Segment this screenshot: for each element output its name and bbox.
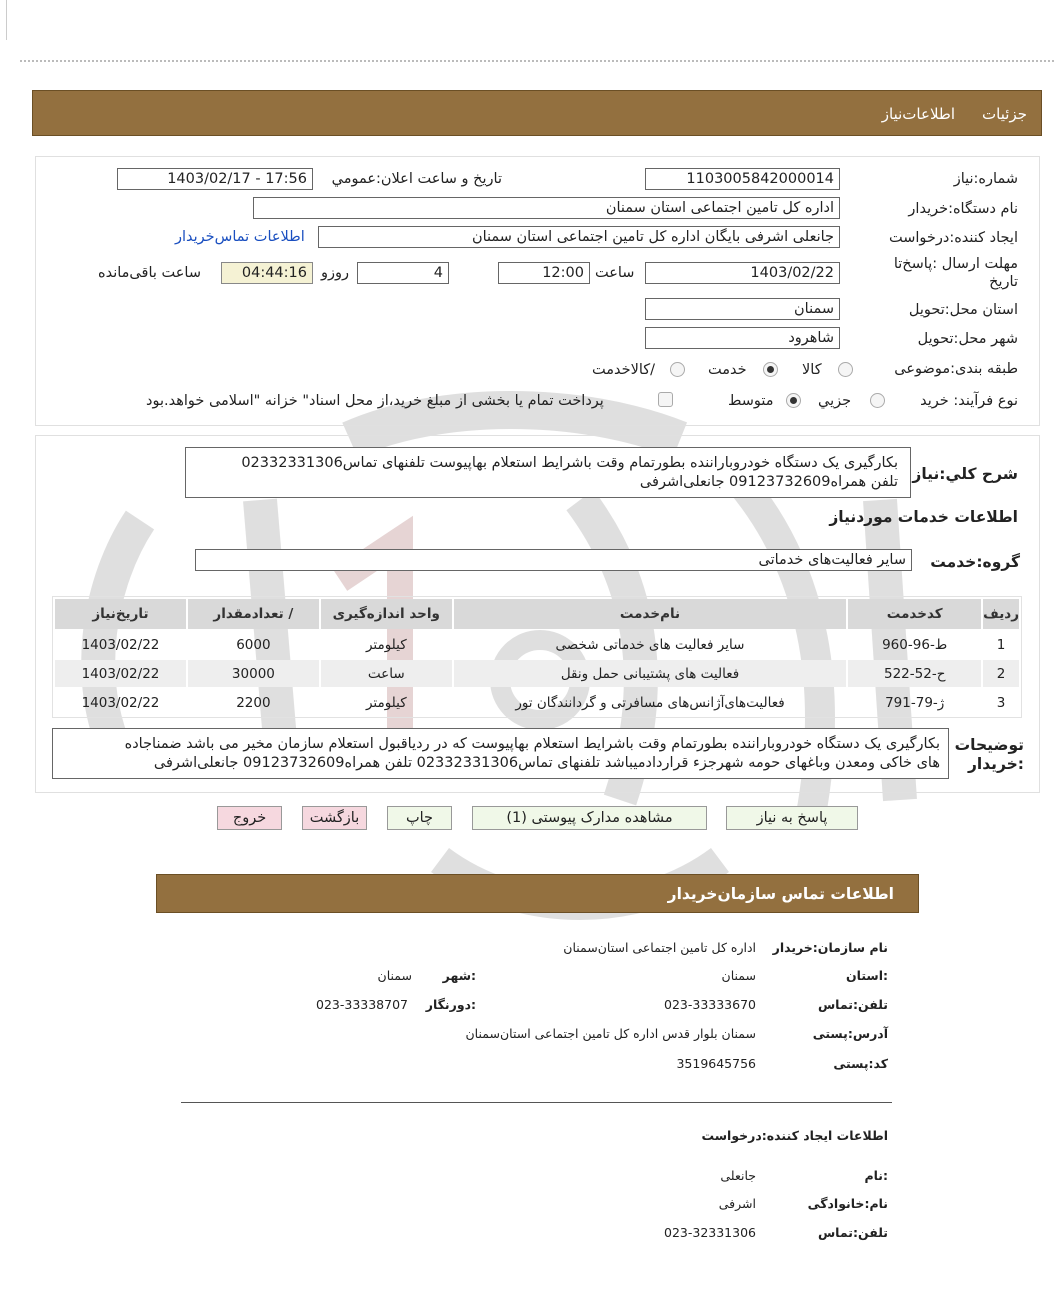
cell-service-code: ژ-79-791 — [885, 694, 945, 711]
deadline-date-field: 1403/02/22 — [645, 262, 840, 284]
buyer-contact-link[interactable]: اطلاعات تماس‌خریدار — [175, 229, 305, 245]
contact-fax-label: :دورنگار — [425, 997, 476, 1012]
category-service-radio[interactable] — [763, 362, 778, 377]
cell-row-number: 2 — [983, 660, 1019, 687]
contact-province-value: سمنان — [721, 968, 756, 983]
buyer-notes-box — [52, 728, 949, 779]
cell-service-code: ح-52-522 — [848, 660, 981, 687]
cell-need-date: 1403/02/22 — [81, 694, 160, 711]
buyer-notes-line-2: های خاکی ومعدن وباغهای حومه شهرجزء قراردادمیباشد تلفنهای تماس02332331306 تلفن همراه09123732609 جانعلی‌اشرفی — [153, 755, 940, 771]
requester-first-name-value: جانعلی — [720, 1168, 756, 1183]
cell-service-name: سایر فعالیت های خدماتی شخصی — [555, 636, 745, 653]
need-number-field: 1103005842000014 — [645, 168, 840, 190]
process-type-label: نوع فرآیند: خرید — [920, 393, 1018, 409]
treasury-payment-checkbox[interactable] — [658, 392, 673, 407]
contact-divider — [181, 1102, 892, 1103]
contact-address-value: سمنان بلوار قدس اداره کل تامین اجتماعی استان‌سمنان — [465, 1026, 756, 1041]
buyer-org-label: نام دستگاه:خریدار — [908, 201, 1018, 217]
page-edge-line — [6, 0, 7, 40]
service-group-label: گروه:خدمت — [930, 553, 1020, 571]
contact-phone-value: 023-33333670 — [664, 997, 756, 1012]
treasury-payment-note: پرداخت تمام یا بخشی از مبلغ خرید،از محل اسناد" خزانه "اسلامی خواهد.بود — [146, 393, 604, 409]
cell-row-number: 3 — [996, 694, 1006, 711]
cell-row-number: 1 — [996, 636, 1006, 653]
dotted-divider — [20, 60, 1054, 62]
cell-service-code: ط-96-960 — [882, 636, 948, 653]
table-row — [55, 660, 1019, 687]
services-section-title: اطلاعات خدمات موردنیاز — [829, 508, 1018, 526]
buyer-notes-label-2: :خریدار — [967, 755, 1024, 773]
reply-button[interactable]: پاسخ به نیاز — [726, 806, 858, 830]
contact-address-label: آدرس:پستی — [812, 1026, 888, 1041]
deadline-time-label: ساعت — [595, 265, 635, 281]
org-name-label: نام سازمان:خریدار — [772, 940, 888, 955]
contact-header-title: اطلاعات تماس سازمان‌خریدار — [667, 885, 894, 903]
description-line-2: تلفن همراه09123732609 جانعلی‌اشرفی — [639, 474, 898, 490]
contact-city-value: سمنان — [377, 968, 412, 983]
need-number-label: شماره:نیاز — [953, 171, 1018, 187]
description-label: شرح کلي:نیاز — [912, 465, 1018, 483]
creator-label: ایجاد کننده:درخواست — [889, 230, 1018, 246]
buyer-notes-line-1: بکارگیری یک دستگاه خودروباراننده بطورتمام وقت باشرایط استعلام بهاپیوست که در ردیاقبول استعلام سازمان مخیر می باشد ضمناجاده — [124, 736, 940, 752]
process-minor-radio[interactable] — [870, 393, 885, 408]
tab-need-info[interactable]: اطلاعات‌نیاز — [881, 105, 955, 123]
requester-phone-value: 023-32331306 — [664, 1225, 756, 1240]
deadline-label: مهلت ارسال :پاسخ‌تا — [893, 256, 1018, 272]
category-label: طبقه بندی:موضوعی — [894, 361, 1018, 377]
cell-service-name: فعالیت های پشتیبانی حمل ونقل — [454, 660, 847, 687]
cell-unit: ساعت — [321, 660, 452, 687]
description-line-1: بکارگیری یک دستگاه خودروباراننده بطورتمام وقت باشرایط استعلام بهاپیوست تلفنهای تماس02332331306 — [241, 455, 898, 471]
buyer-notes-label: توضیحات — [954, 736, 1024, 754]
cell-need-date: 1403/02/22 — [55, 660, 186, 687]
days-field: 4 — [357, 262, 449, 284]
cell-quantity: 6000 — [236, 636, 271, 653]
remaining-time-field: 04:44:16 — [221, 262, 313, 284]
col-unit: واحد اندازه‌گیری — [321, 599, 452, 629]
cell-service-name: فعالیت‌های‌آژانس‌های مسافرتی و گردانندگان تور — [515, 694, 785, 711]
description-box — [185, 447, 911, 498]
tab-details[interactable]: جزئیات — [982, 105, 1027, 123]
cell-unit: کیلومتر — [365, 694, 407, 711]
col-quantity: / تعدادمقدار — [188, 599, 319, 629]
col-need-date: تاریخ‌نیاز — [55, 599, 186, 629]
requester-last-name-value: اشرفی — [718, 1196, 756, 1211]
exit-button[interactable]: خروج — [217, 806, 282, 830]
col-service-name: نام‌خدمت — [454, 599, 847, 629]
cell-unit: کیلومتر — [365, 636, 407, 653]
category-goods-radio[interactable] — [838, 362, 853, 377]
province-label: استان محل:تحویل — [908, 302, 1018, 318]
city-label: شهر محل:تحویل — [917, 331, 1018, 347]
days-label: روزو — [321, 265, 350, 281]
remaining-time-label: ساعت باقی‌مانده — [98, 265, 201, 281]
category-goods-service-label: /کالاخدمت — [592, 362, 656, 378]
category-service-label: خدمت — [708, 362, 747, 378]
contact-postal-value: 3519645756 — [676, 1056, 756, 1071]
buyer-org-field: اداره کل تامین اجتماعی استان سمنان — [253, 197, 840, 219]
org-name-value: اداره کل تامین اجتماعی استان‌سمنان — [563, 940, 756, 955]
requester-first-name-label: :نام — [864, 1168, 888, 1183]
contact-header-bar — [156, 874, 919, 913]
category-goods-label: کالا — [802, 362, 822, 378]
col-service-code: کدخدمت — [848, 599, 981, 629]
process-medium-label: متوسط — [728, 393, 774, 409]
table-row — [55, 631, 1019, 658]
attachments-button[interactable]: مشاهده مدارک پیوستی (1) — [472, 806, 707, 830]
contact-city-label: :شهر — [442, 968, 476, 983]
col-row-number: ردیف — [983, 599, 1019, 629]
services-table — [53, 597, 1021, 718]
contact-fax-value: 023-33338707 — [316, 997, 408, 1012]
table-row — [55, 689, 1019, 716]
details-header-bar — [32, 90, 1042, 136]
requester-header: اطلاعات ایجاد کننده:درخواست — [701, 1128, 888, 1143]
requester-phone-label: تلفن:تماس — [817, 1225, 888, 1240]
contact-phone-label: تلفن:تماس — [817, 997, 888, 1012]
cell-quantity: 2200 — [236, 694, 271, 711]
deadline-label-date: تاریخ — [989, 274, 1018, 290]
category-goods-service-radio[interactable] — [670, 362, 685, 377]
process-medium-radio[interactable] — [786, 393, 801, 408]
announce-datetime-field: 1403/02/17 - 17:56 — [117, 168, 313, 190]
process-minor-label: جزیي — [818, 393, 852, 409]
back-button[interactable]: بازگشت — [302, 806, 367, 830]
contact-province-label: :استان — [845, 968, 888, 983]
city-field: شاهرود — [645, 327, 840, 349]
requester-last-name-label: نام:خانوادگی — [807, 1196, 888, 1211]
print-button[interactable]: چاپ — [387, 806, 452, 830]
creator-field: جانعلی اشرفی بایگان اداره کل تامین اجتماعی استان سمنان — [318, 226, 840, 248]
province-field: سمنان — [645, 298, 840, 320]
service-group-field: سایر فعالیت‌های خدماتی — [195, 549, 912, 571]
announce-label: تاریخ و ساعت اعلان:عمومي — [331, 171, 502, 187]
contact-postal-label: کد:پستی — [833, 1056, 888, 1071]
cell-need-date: 1403/02/22 — [81, 636, 160, 653]
cell-quantity: 30000 — [188, 660, 319, 687]
deadline-time-field: 12:00 — [498, 262, 590, 284]
